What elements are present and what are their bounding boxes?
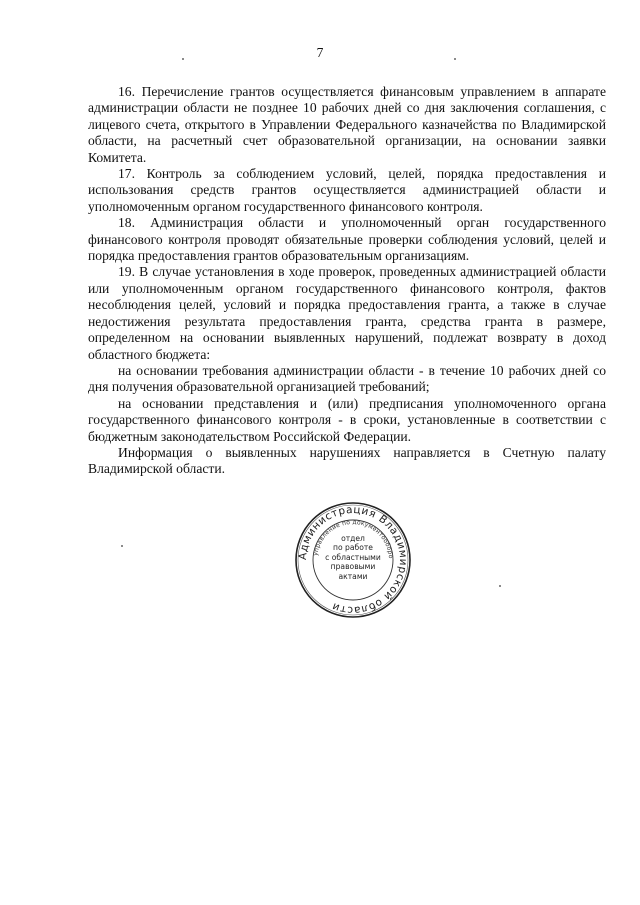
scan-speck: [499, 585, 501, 587]
paragraph-16: 16. Перечисление грантов осуществляется финансовым управлением в аппарате администрации области не позднее 10 рабочих дней со дня заключения соглашения, с лицевого счета, открытого в Управлении Федерального казначейства по Владимирской области, на расчетный счет образовательной организации, на основании заявки Комитета.: [88, 84, 606, 165]
scan-speck: [182, 58, 184, 60]
paragraph-19: 19. В случае установления в ходе проверок, проведенных администрацией области или уполномоченным органом государственного финансового контроля, фактов несоблюдения целей, условий и порядка предоставления гранта, а также в случае недостижения результата предоставления гранта, средства гранта в размере, определенном на основании выявленных нарушений, подлежат возврату в доход областного бюджета:: [88, 264, 606, 362]
page-number: 7: [316, 45, 324, 60]
paragraph-information: Информация о выявленных нарушениях направляется в Счетную палату Владимирской области.: [88, 444, 606, 477]
document-body: [88, 84, 606, 478]
official-seal: [293, 500, 413, 620]
seal-center-line: по работе: [333, 543, 373, 553]
scan-speck: [121, 545, 123, 547]
scan-speck: [454, 58, 456, 60]
seal-inner-ring-text: управление по документооборо: [312, 518, 395, 559]
paragraph-17: 17. Контроль за соблюдением условий, целей, порядка предоставления и использования средств грантов осуществляется администрацией области и уполномоченным органом государственного финансового контроля.: [88, 166, 606, 214]
seal-center-text: [293, 534, 413, 581]
seal-center-line: с областными: [325, 552, 381, 562]
paragraph-18: 18. Администрация области и уполномоченный орган государственного финансового контроля проводят обязательные проверки соблюдения условий, целей и порядка предоставления грантов образовательным организациям.: [88, 215, 606, 264]
seal-center-line: актами: [338, 571, 368, 581]
seal-outer-ring-text: Администрация Владимирской области: [296, 503, 410, 617]
paragraph-19-clause-2: на основании представления и (или) предписания уполномоченного органа государственного финансового контроля - в сроки, установленные в соответствии с бюджетным законодательством Российской Федерации.: [88, 395, 606, 444]
paragraph-19-clause-1: на основании требования администрации области - в течение 10 рабочих дней со дня получения образовательной организацией требований;: [88, 362, 606, 395]
seal-center-line: правовыми: [330, 562, 376, 572]
seal-center-line: отдел: [341, 534, 365, 543]
